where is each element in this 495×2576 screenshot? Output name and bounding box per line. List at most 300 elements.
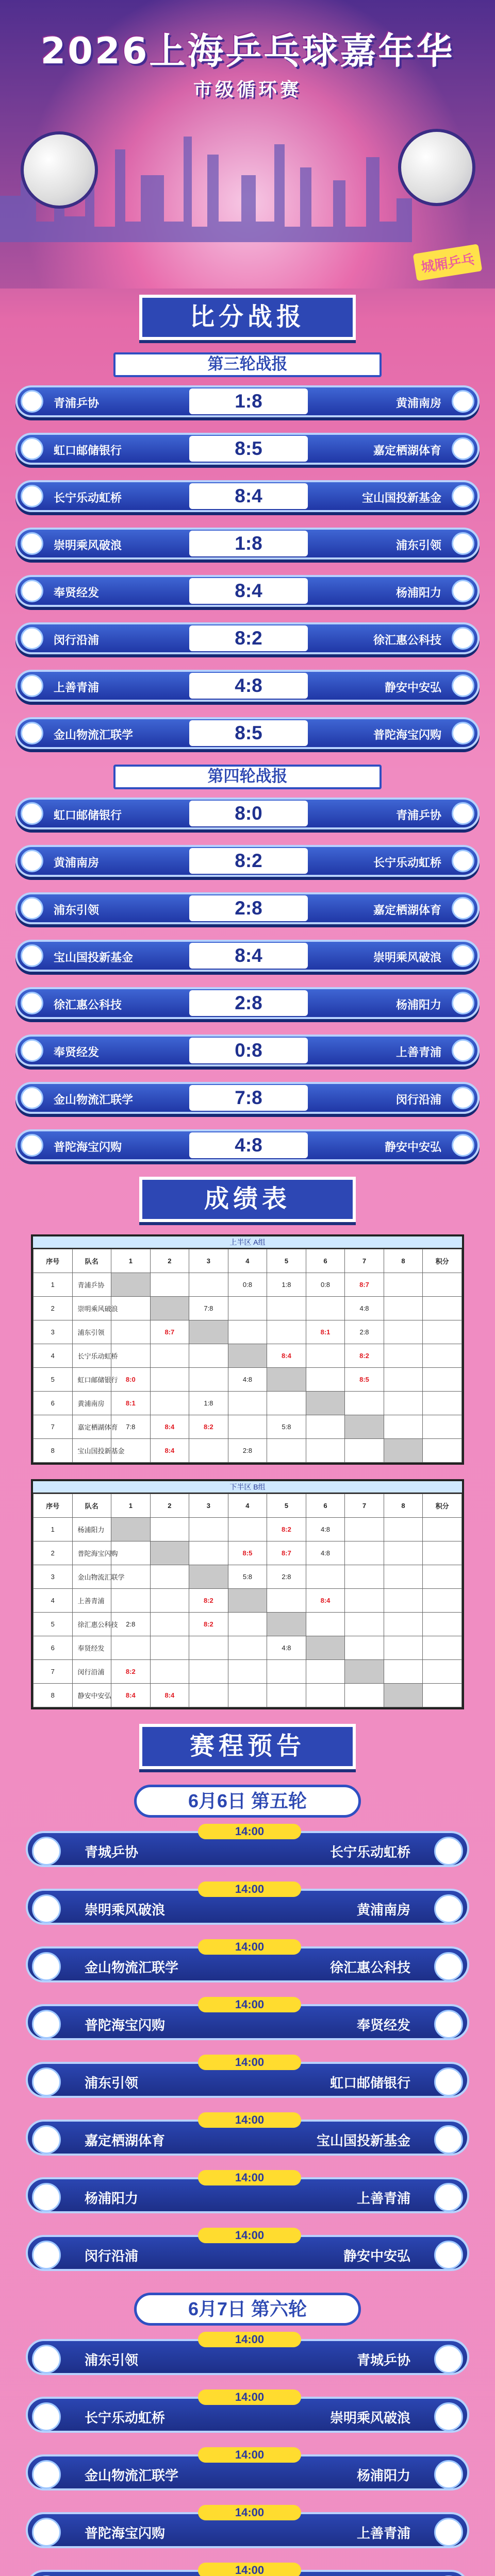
result-cell — [267, 1684, 306, 1707]
result-cell: 2 — [34, 1297, 73, 1320]
right-team-name: 浦东引领 — [395, 539, 441, 552]
hero-banner — [0, 0, 495, 289]
team-logo-icon — [434, 2518, 463, 2547]
match-row — [15, 385, 480, 417]
result-cell — [150, 1565, 189, 1589]
match-row — [15, 798, 480, 829]
table-header-cell: 8 — [384, 1249, 423, 1273]
left-team-name: 黄浦南房 — [54, 856, 100, 869]
schedule-time: 14:00 — [198, 1997, 301, 2012]
table-header-cell: 3 — [189, 1494, 228, 1518]
result-cell — [111, 1273, 151, 1297]
right-team-name: 上善青浦 — [356, 2526, 410, 2541]
result-cell — [345, 1541, 384, 1565]
team-logo-icon — [21, 1039, 43, 1062]
result-cell — [189, 1518, 228, 1541]
team-cell: 黄浦南房 — [72, 1392, 111, 1415]
result-cell: 4 — [34, 1344, 73, 1368]
result-cell — [111, 1589, 151, 1613]
team-logo-icon — [21, 1134, 43, 1157]
team-logo-icon — [452, 1039, 474, 1062]
team-cell: 青浦乒协 — [72, 1273, 111, 1297]
schedule-row — [26, 1825, 469, 1867]
result-cell — [228, 1589, 267, 1613]
right-team-name: 宝山国投新基金 — [361, 492, 441, 504]
table-row — [34, 1660, 462, 1684]
result-cell — [345, 1415, 384, 1439]
schedule-row — [26, 2113, 469, 2156]
result-cell: 8:7 — [150, 1320, 189, 1344]
team-logo-icon — [434, 2460, 463, 2489]
result-cell: 8:0 — [111, 1368, 151, 1392]
result-cell — [306, 1344, 345, 1368]
match-row — [15, 575, 480, 607]
team-cell: 虹口邮储银行 — [72, 1368, 111, 1392]
result-cell — [228, 1518, 267, 1541]
result-cell — [423, 1541, 462, 1565]
result-cell — [150, 1613, 189, 1636]
result-cell — [384, 1541, 423, 1565]
result-cell — [306, 1636, 345, 1660]
schedule-time: 14:00 — [198, 2505, 301, 2520]
result-cell: 5:8 — [228, 1565, 267, 1589]
team-logo-icon — [21, 674, 43, 697]
left-team-name: 浦东引领 — [85, 2352, 139, 2368]
result-cell — [423, 1589, 462, 1613]
match-row — [15, 528, 480, 560]
team-logo-icon — [32, 2241, 61, 2269]
left-team-name: 普陀海宝闪购 — [85, 2018, 166, 2033]
result-cell — [306, 1660, 345, 1684]
match-score: 8:2 — [189, 848, 308, 874]
left-team-name: 闵行沿浦 — [54, 634, 100, 647]
team-logo-icon — [452, 944, 474, 967]
right-team-name: 嘉定栖湖体育 — [373, 444, 441, 457]
result-cell — [345, 1613, 384, 1636]
result-cell: 8:2 — [111, 1660, 151, 1684]
table-row — [34, 1589, 462, 1613]
table-row — [34, 1297, 462, 1320]
result-cell — [228, 1613, 267, 1636]
result-cell — [150, 1541, 189, 1565]
table-row — [34, 1439, 462, 1463]
result-cell — [384, 1273, 423, 1297]
schedule-section — [15, 1724, 480, 2576]
result-cell — [267, 1660, 306, 1684]
left-team-name: 奉贤经发 — [54, 1046, 100, 1059]
left-team-name: 普陀海宝闪购 — [54, 1141, 122, 1154]
team-logo-icon — [434, 2125, 463, 2154]
result-cell — [423, 1660, 462, 1684]
team-logo-icon — [32, 2183, 61, 2212]
match-score: 4:8 — [189, 1132, 308, 1158]
result-cell: 4 — [34, 1589, 73, 1613]
upper-group-table-box — [31, 1234, 464, 1465]
left-team-name: 虹口邮储银行 — [54, 444, 122, 457]
result-cell: 4:8 — [306, 1541, 345, 1565]
team-logo-icon — [21, 944, 43, 967]
result-cell: 5 — [34, 1613, 73, 1636]
match-row — [15, 987, 480, 1019]
result-cell — [228, 1415, 267, 1439]
match-row — [15, 940, 480, 972]
right-team-name: 上善青浦 — [395, 1046, 441, 1059]
team-cell: 静安中安弘 — [72, 1684, 111, 1707]
team-cell: 长宁乐动虹桥 — [72, 1344, 111, 1368]
result-cell — [306, 1297, 345, 1320]
result-cell: 7 — [34, 1660, 73, 1684]
left-team-name: 浦东引领 — [54, 904, 100, 917]
schedule-row — [26, 1998, 469, 2040]
right-team-name: 杨浦阳力 — [356, 2468, 410, 2483]
left-team-name: 崇明乘风破浪 — [54, 539, 122, 552]
result-cell: 8:4 — [306, 1589, 345, 1613]
result-cell: 8:7 — [345, 1273, 384, 1297]
match-score: 0:8 — [189, 1038, 308, 1063]
result-cell — [345, 1439, 384, 1463]
team-logo-icon — [452, 850, 474, 872]
result-cell — [189, 1636, 228, 1660]
match-row — [15, 845, 480, 877]
right-team-name: 长宁乐动虹桥 — [329, 1844, 410, 1860]
result-cell — [228, 1320, 267, 1344]
table-row — [34, 1636, 462, 1660]
result-cell — [384, 1439, 423, 1463]
result-cell: 5 — [34, 1368, 73, 1392]
team-logo-icon — [32, 1952, 61, 1981]
team-cell: 杨浦阳力 — [72, 1518, 111, 1541]
result-cell: 4:8 — [306, 1518, 345, 1541]
left-team-name: 青浦乒协 — [54, 397, 100, 410]
result-cell — [267, 1589, 306, 1613]
schedule-time: 14:00 — [198, 2228, 301, 2243]
result-cell — [228, 1344, 267, 1368]
right-team-name: 黄浦南房 — [356, 1902, 410, 1918]
result-cell — [228, 1684, 267, 1707]
schedule-time: 14:00 — [198, 2055, 301, 2070]
result-cell: 8:2 — [189, 1613, 228, 1636]
schedule-row — [26, 2391, 469, 2433]
event-subtitle: 市级循环赛 — [193, 79, 302, 100]
team-logo-icon — [32, 2518, 61, 2547]
match-score: 2:8 — [189, 895, 308, 921]
result-cell: 7:8 — [111, 1415, 151, 1439]
result-cell — [423, 1273, 462, 1297]
result-cell — [306, 1415, 345, 1439]
result-cell: 8:4 — [150, 1684, 189, 1707]
team-logo-icon — [452, 580, 474, 602]
result-cell — [345, 1589, 384, 1613]
result-cell — [150, 1297, 189, 1320]
result-cell — [423, 1684, 462, 1707]
standings-section — [15, 1177, 480, 1709]
result-cell: 7 — [34, 1415, 73, 1439]
result-cell: 7:8 — [189, 1297, 228, 1320]
schedule-row — [26, 2171, 469, 2213]
round5-schedule-list — [15, 1825, 480, 2271]
right-team-name: 虹口邮储银行 — [329, 2075, 410, 2091]
left-team-name: 金山物流汇联学 — [85, 2468, 179, 2483]
team-cell: 金山物流汇联学 — [72, 1565, 111, 1589]
result-cell: 8:5 — [228, 1541, 267, 1565]
result-cell — [423, 1415, 462, 1439]
result-cell — [267, 1392, 306, 1415]
schedule-time: 14:00 — [198, 1939, 301, 1955]
result-cell — [423, 1439, 462, 1463]
team-logo-icon — [21, 390, 43, 413]
result-cell — [345, 1392, 384, 1415]
left-team-name: 虹口邮储银行 — [54, 809, 122, 822]
result-cell — [384, 1320, 423, 1344]
schedule-row — [26, 2229, 469, 2271]
team-logo-icon — [32, 2460, 61, 2489]
match-score: 8:2 — [189, 625, 308, 651]
table-row — [34, 1415, 462, 1439]
team-cell: 浦东引领 — [72, 1320, 111, 1344]
schedule-time: 14:00 — [198, 2563, 301, 2576]
result-cell: 8:7 — [267, 1541, 306, 1565]
result-cell: 8:1 — [111, 1392, 151, 1415]
result-cell: 8:2 — [189, 1589, 228, 1613]
team-logo-icon — [32, 2067, 61, 2096]
score-report-title: 比分战报 — [139, 295, 356, 340]
result-cell: 0:8 — [306, 1273, 345, 1297]
event-title-block — [0, 31, 495, 101]
right-team-name: 静安中安弘 — [343, 2248, 410, 2264]
result-cell: 8:2 — [345, 1344, 384, 1368]
table-header-cell: 序号 — [34, 1249, 73, 1273]
team-logo-icon — [21, 722, 43, 744]
table-header-cell: 队名 — [72, 1249, 111, 1273]
result-cell — [228, 1297, 267, 1320]
result-cell — [345, 1684, 384, 1707]
match-row — [15, 717, 480, 749]
result-cell — [423, 1368, 462, 1392]
result-cell: 8:4 — [150, 1415, 189, 1439]
table-header-cell: 1 — [111, 1494, 151, 1518]
result-cell: 5:8 — [267, 1415, 306, 1439]
schedule-row — [26, 2333, 469, 2375]
left-team-name: 嘉定栖湖体育 — [85, 2133, 166, 2148]
table-header-cell: 2 — [150, 1249, 189, 1273]
result-cell — [423, 1297, 462, 1320]
result-cell: 0:8 — [228, 1273, 267, 1297]
match-score: 8:4 — [189, 578, 308, 604]
table-row — [34, 1320, 462, 1344]
team-logo-icon — [434, 2010, 463, 2039]
result-cell: 4:8 — [228, 1368, 267, 1392]
team-logo-icon — [452, 722, 474, 744]
result-cell — [228, 1660, 267, 1684]
table-row — [34, 1684, 462, 1707]
result-cell: 8:4 — [267, 1344, 306, 1368]
table-header-cell: 队名 — [72, 1494, 111, 1518]
team-logo-icon — [21, 627, 43, 650]
result-cell: 2 — [34, 1541, 73, 1565]
score-report-section — [15, 295, 480, 1161]
right-team-name: 徐汇惠公科技 — [329, 1960, 410, 1975]
team-logo-icon — [434, 1837, 463, 1866]
upper-group-title: 上半区 A组 — [33, 1236, 462, 1249]
team-logo-icon — [32, 2010, 61, 2039]
left-team-name: 奉贤经发 — [54, 586, 100, 599]
result-cell — [189, 1541, 228, 1565]
team-logo-icon — [452, 674, 474, 697]
result-cell — [189, 1273, 228, 1297]
team-cell: 嘉定栖湖体育 — [72, 1415, 111, 1439]
team-logo-icon — [434, 1894, 463, 1923]
result-cell: 8:2 — [189, 1415, 228, 1439]
team-logo-icon — [452, 627, 474, 650]
schedule-time: 14:00 — [198, 2170, 301, 2185]
match-row — [15, 622, 480, 654]
team-logo-icon — [21, 897, 43, 920]
result-cell: 8:4 — [150, 1439, 189, 1463]
result-cell — [150, 1392, 189, 1415]
result-cell — [267, 1368, 306, 1392]
result-cell — [267, 1439, 306, 1463]
result-cell — [189, 1344, 228, 1368]
team-logo-icon — [434, 2241, 463, 2269]
result-cell: 6 — [34, 1392, 73, 1415]
table-header-cell: 积分 — [423, 1494, 462, 1518]
result-cell — [345, 1565, 384, 1589]
result-cell — [384, 1613, 423, 1636]
left-team-name: 杨浦阳力 — [85, 2191, 139, 2206]
right-team-name: 奉贤经发 — [356, 2018, 410, 2033]
match-score: 8:4 — [189, 943, 308, 969]
right-team-name: 静安中安弘 — [384, 681, 441, 694]
result-cell — [150, 1344, 189, 1368]
table-row — [34, 1613, 462, 1636]
result-cell — [384, 1636, 423, 1660]
match-score: 4:8 — [189, 673, 308, 699]
schedule-row — [26, 1883, 469, 1925]
result-cell: 8:5 — [345, 1368, 384, 1392]
left-team-name: 青城乒协 — [85, 1844, 139, 1860]
result-cell: 1:8 — [267, 1273, 306, 1297]
table-row — [34, 1344, 462, 1368]
table-header-cell: 5 — [267, 1249, 306, 1273]
team-logo-icon — [434, 2067, 463, 2096]
table-header-cell: 序号 — [34, 1494, 73, 1518]
right-team-name: 杨浦阳力 — [395, 998, 441, 1011]
result-cell — [306, 1439, 345, 1463]
result-cell: 1 — [34, 1518, 73, 1541]
team-logo-icon — [452, 485, 474, 507]
team-logo-icon — [21, 532, 43, 555]
team-logo-icon — [21, 485, 43, 507]
right-team-name: 静安中安弘 — [384, 1141, 441, 1154]
match-row — [15, 1082, 480, 1114]
result-cell — [384, 1565, 423, 1589]
schedule-time: 14:00 — [198, 2112, 301, 2128]
team-logo-icon — [434, 2183, 463, 2212]
schedule-row — [26, 2448, 469, 2490]
result-cell: 4:8 — [267, 1636, 306, 1660]
match-row — [15, 1129, 480, 1161]
round4-title: 第四轮战报 — [113, 765, 382, 789]
team-logo-icon — [21, 1087, 43, 1109]
result-cell — [189, 1368, 228, 1392]
result-cell: 8 — [34, 1439, 73, 1463]
mascot-right-icon — [398, 129, 475, 206]
right-team-name: 徐汇惠公科技 — [373, 634, 441, 647]
result-cell — [384, 1589, 423, 1613]
result-cell — [423, 1518, 462, 1541]
table-row — [34, 1541, 462, 1565]
match-row — [15, 480, 480, 512]
round6-schedule-list — [15, 2333, 480, 2576]
result-cell — [306, 1392, 345, 1415]
result-cell — [150, 1660, 189, 1684]
result-cell — [150, 1589, 189, 1613]
result-cell — [267, 1297, 306, 1320]
right-team-name: 普陀海宝闪购 — [373, 728, 441, 741]
team-logo-icon — [21, 580, 43, 602]
left-team-name: 金山物流汇联学 — [54, 728, 134, 741]
left-team-name: 上善青浦 — [54, 681, 100, 694]
team-cell: 普陀海宝闪购 — [72, 1541, 111, 1565]
team-logo-icon — [434, 2402, 463, 2431]
left-team-name: 长宁乐动虹桥 — [54, 492, 122, 504]
left-team-name: 金山物流汇联学 — [85, 1960, 179, 1975]
result-cell — [384, 1660, 423, 1684]
result-cell — [111, 1518, 151, 1541]
result-cell — [384, 1368, 423, 1392]
right-team-name: 宝山国投新基金 — [316, 2133, 410, 2148]
left-team-name: 普陀海宝闪购 — [85, 2526, 166, 2541]
right-team-name: 闵行沿浦 — [395, 1093, 441, 1106]
match-score: 1:8 — [189, 531, 308, 556]
result-cell — [384, 1392, 423, 1415]
result-cell — [189, 1565, 228, 1589]
team-cell: 宝山国投新基金 — [72, 1439, 111, 1463]
table-header-cell: 8 — [384, 1494, 423, 1518]
schedule-time: 14:00 — [198, 2332, 301, 2347]
result-cell: 2:8 — [345, 1320, 384, 1344]
mascot-left-icon — [21, 131, 98, 209]
result-cell: 4:8 — [345, 1297, 384, 1320]
result-cell — [150, 1636, 189, 1660]
table-header-cell: 3 — [189, 1249, 228, 1273]
right-team-name: 长宁乐动虹桥 — [373, 856, 441, 869]
round5-date: 6月6日 第五轮 — [134, 1785, 361, 1818]
table-row — [34, 1273, 462, 1297]
table-header-cell: 6 — [306, 1249, 345, 1273]
standings-title: 成绩表 — [139, 1177, 356, 1222]
left-team-name: 金山物流汇联学 — [54, 1093, 134, 1106]
team-logo-icon — [434, 2345, 463, 2374]
team-logo-icon — [21, 850, 43, 872]
result-cell — [228, 1392, 267, 1415]
match-row — [15, 1035, 480, 1066]
result-cell: 1 — [34, 1273, 73, 1297]
result-cell — [267, 1320, 306, 1344]
schedule-time: 14:00 — [198, 1882, 301, 1897]
result-cell — [345, 1660, 384, 1684]
match-score: 8:5 — [189, 720, 308, 746]
team-logo-icon — [32, 2125, 61, 2154]
result-cell — [345, 1636, 384, 1660]
match-score: 7:8 — [189, 1085, 308, 1111]
result-cell — [423, 1636, 462, 1660]
table-row — [34, 1565, 462, 1589]
match-score: 8:4 — [189, 483, 308, 509]
result-cell — [228, 1636, 267, 1660]
result-cell: 8:1 — [306, 1320, 345, 1344]
team-logo-icon — [452, 1087, 474, 1109]
